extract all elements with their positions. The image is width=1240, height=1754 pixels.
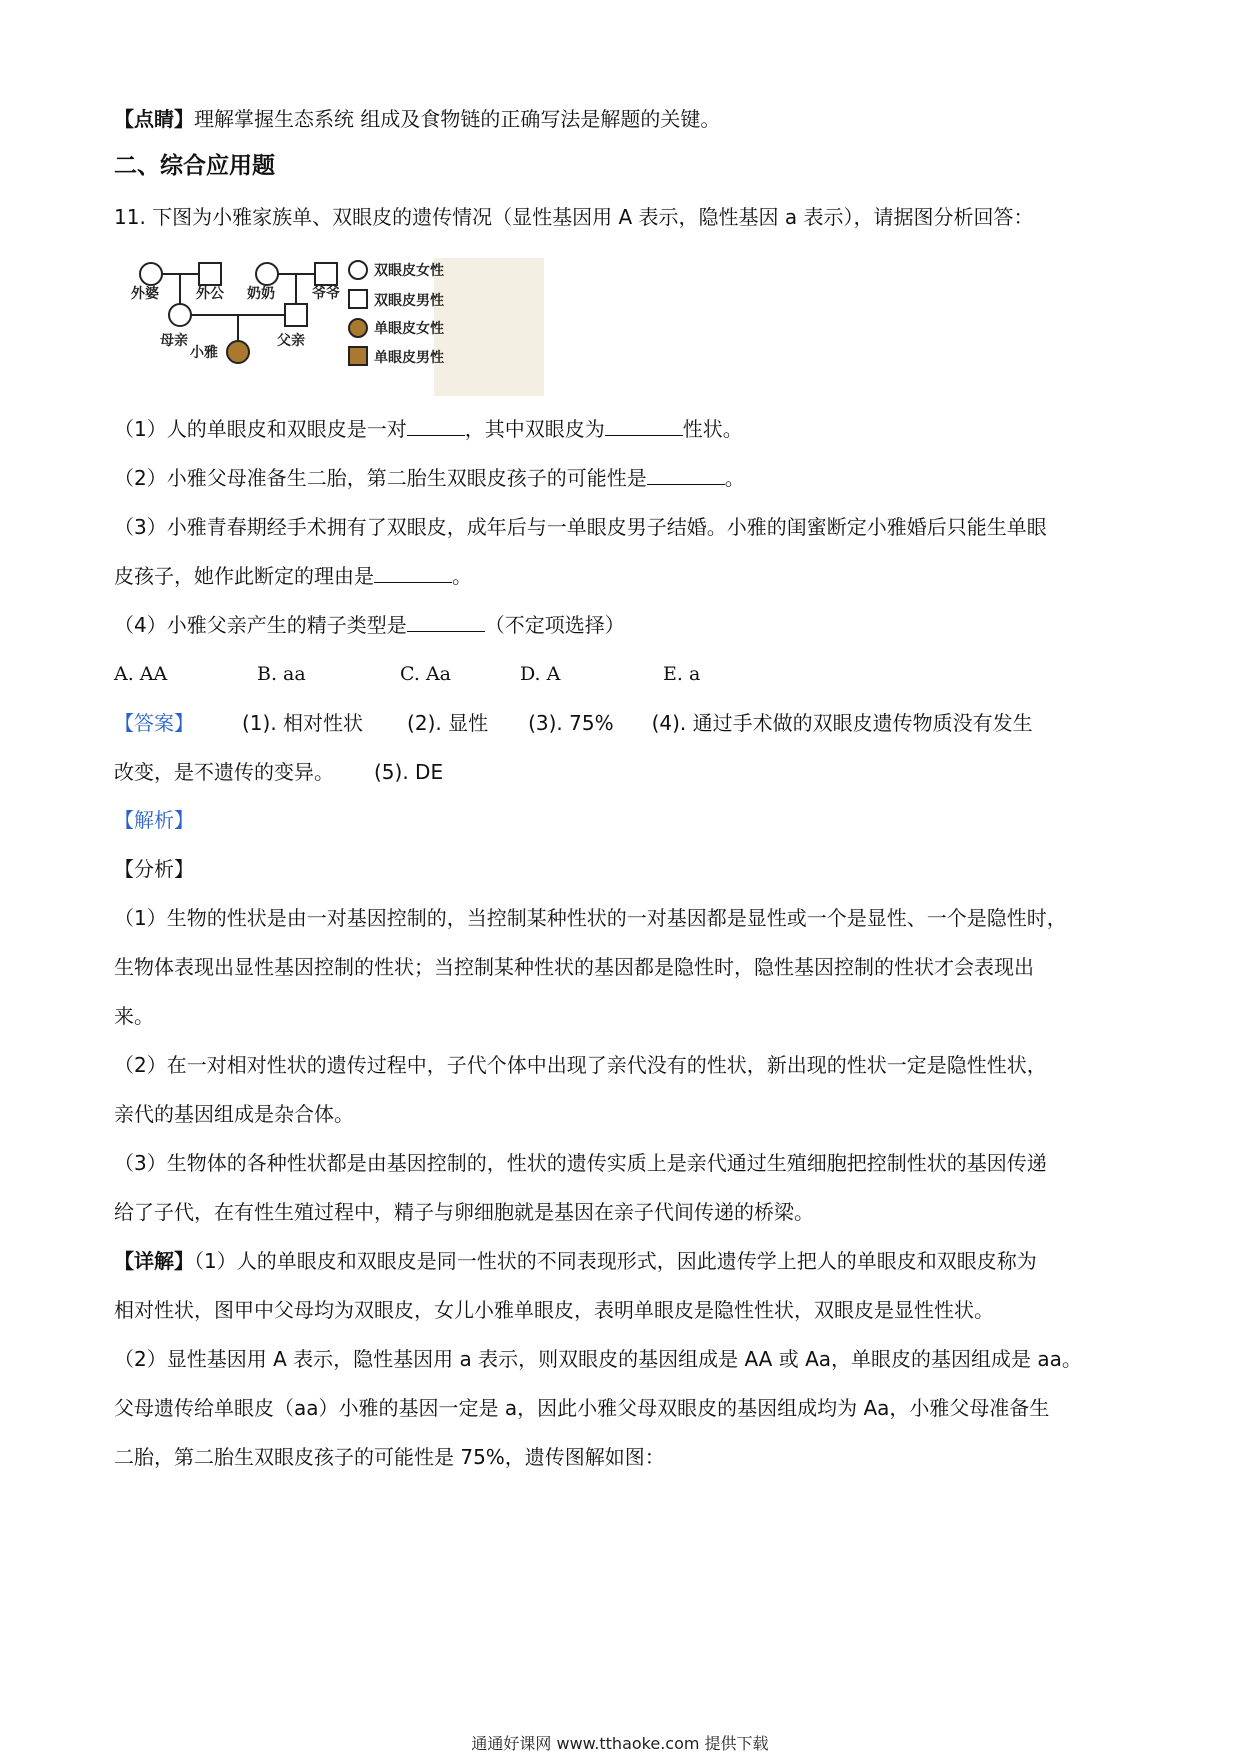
sub-question-4 (114, 613, 625, 637)
section-title: 二、综合应用题 (114, 153, 275, 179)
label-xiaoya: 小雅 (190, 345, 218, 361)
answer-part-4: (4). 通过手术做的双眼皮遗传物质没有发生 (651, 711, 1033, 735)
label-muqin: 母亲 (160, 333, 188, 349)
answer-tag: 【答案】 (114, 711, 194, 735)
xiaoya-symbol (227, 341, 249, 363)
answer-part-2: (2). 显性 (407, 711, 489, 735)
legend-circle-open (349, 261, 367, 279)
page-footer: 通通好课网 www.tthaoke.com 提供下载 (471, 1734, 769, 1753)
dianjing-tag: 【点睛】 (114, 107, 194, 131)
legend-background (434, 258, 544, 396)
blank-4[interactable] (374, 564, 452, 583)
legend-square-open (349, 290, 367, 308)
option-d[interactable]: D. A (520, 663, 561, 685)
option-e[interactable]: E. a (663, 663, 701, 685)
analysis-line: （2）在一对相对性状的遗传过程中，子代个体中出现了亲代没有的性状，新出现的性状一定是隐性性状， (114, 1053, 1047, 1077)
sub1-text-a: （1）人的单眼皮和双眼皮是一对 (114, 417, 407, 441)
sub-question-3-line2 (114, 564, 472, 588)
analysis-line: 生物体表现出显性基因控制的性状；当控制某种性状的基因都是隐性时，隐性基因控制的性状才会表现出 (114, 955, 1034, 979)
legend-label-4: 单眼皮男性 (374, 350, 444, 366)
answer-part-3: (3). 75% (528, 711, 614, 735)
legend-label-2: 双眼皮男性 (374, 293, 444, 309)
detail-tag: 【详解】 (114, 1249, 194, 1273)
dianjing-text: 理解掌握生态系统 组成及食物链的正确写法是解题的关键。 (194, 107, 721, 131)
sub1-text-b: ，其中双眼皮为 (464, 417, 605, 441)
sub-question-2 (114, 466, 745, 490)
blank-3[interactable] (647, 466, 725, 485)
detail-line-5: 二胎，第二胎生双眼皮孩子的可能性是 75%，遗传图解如图： (114, 1445, 665, 1469)
waigong-symbol (199, 263, 221, 285)
option-b[interactable]: B. aa (257, 663, 306, 685)
analysis-line: 亲代的基因组成是杂合体。 (114, 1102, 354, 1126)
blank-5[interactable] (407, 613, 485, 632)
detail-line-4: 父母遗传给单眼皮（aa）小雅的基因一定是 a，因此小雅父母双眼皮的基因组成均为 Aa，小雅父母准备生 (114, 1396, 1050, 1420)
muqin-symbol (169, 304, 191, 326)
option-c[interactable]: C. Aa (400, 663, 451, 685)
detail-line-1 (114, 1249, 1037, 1273)
label-nainai: 奶奶 (247, 286, 275, 302)
waipo-symbol (140, 263, 162, 285)
fuqin-symbol (285, 304, 307, 326)
yeye-symbol (315, 263, 337, 285)
label-waigong: 外公 (196, 286, 224, 302)
blank-1[interactable] (407, 417, 465, 436)
legend-label-3: 单眼皮女性 (374, 321, 444, 337)
sub-question-1 (114, 417, 743, 441)
answer-line-2 (114, 760, 443, 784)
fenxi-tag: 【分析】 (114, 857, 194, 881)
dianjing-line (114, 107, 720, 131)
legend-circle-filled (349, 319, 367, 337)
answer-line-1 (114, 711, 1033, 735)
analysis-line: （3）生物体的各种性状都是由基因控制的，性状的遗传实质上是亲代通过生殖细胞把控制性状的基因传递 (114, 1151, 1047, 1175)
answer-part-1: (1). 相对性状 (242, 711, 364, 735)
detail-line-3: （2）显性基因用 A 表示，隐性基因用 a 表示，则双眼皮的基因组成是 AA 或 Aa，单眼皮的基因组成是 aa。 (114, 1347, 1082, 1371)
sub4-text-a: （4）小雅父亲产生的精子类型是 (114, 613, 407, 637)
detail-l1-text: （1）人的单眼皮和双眼皮是同一性状的不同表现形式，因此遗传学上把人的单眼皮和双眼皮称为 (194, 1249, 1037, 1273)
blank-2[interactable] (605, 417, 683, 436)
analysis-line: 给了子代，在有性生殖过程中，精子与卵细胞就是基因在亲子代间传递的桥梁。 (114, 1200, 814, 1224)
question-stem: 11. 下图为小雅家族单、双眼皮的遗传情况（显性基因用 A 表示，隐性基因 a 表示），请据图分析回答： (114, 205, 1034, 229)
sub4-text-b: （不定项选择） (484, 613, 625, 637)
label-waipo: 外婆 (131, 286, 159, 302)
label-fuqin: 父亲 (277, 333, 305, 349)
sub3-text-b: 。 (452, 564, 472, 588)
nainai-symbol (256, 263, 278, 285)
sub2-text-a: （2）小雅父母准备生二胎，第二胎生双眼皮孩子的可能性是 (114, 466, 647, 490)
sub1-text-c: 性状。 (682, 417, 743, 441)
analysis-line: 来。 (114, 1004, 154, 1028)
sub3-text-a: 皮孩子，她作此断定的理由是 (114, 564, 374, 588)
pedigree-chart (131, 258, 544, 398)
analysis-line: （1）生物的性状是由一对基因控制的，当控制某种性状的一对基因都是显性或一个是显性、一个是隐性时， (114, 906, 1067, 930)
legend-square-filled (349, 347, 367, 365)
legend-label-1: 双眼皮女性 (374, 263, 444, 279)
sub-question-3-line1: （3）小雅青春期经手术拥有了双眼皮，成年后与一单眼皮男子结婚。小雅的闺蜜断定小雅婚后只能生单眼 (114, 515, 1047, 539)
sub2-text-b: 。 (724, 466, 745, 490)
label-yeye: 爷爷 (312, 286, 340, 302)
option-a[interactable]: A. AA (114, 663, 168, 685)
jiexi-tag: 【解析】 (114, 808, 194, 832)
answer-line2-text: 改变，是不遗传的变异。 (114, 760, 334, 784)
detail-line-2: 相对性状，图甲中父母均为双眼皮，女儿小雅单眼皮，表明单眼皮是隐性性状，双眼皮是显性性状。 (114, 1298, 994, 1322)
answer-part-5: (5). DE (374, 760, 444, 784)
